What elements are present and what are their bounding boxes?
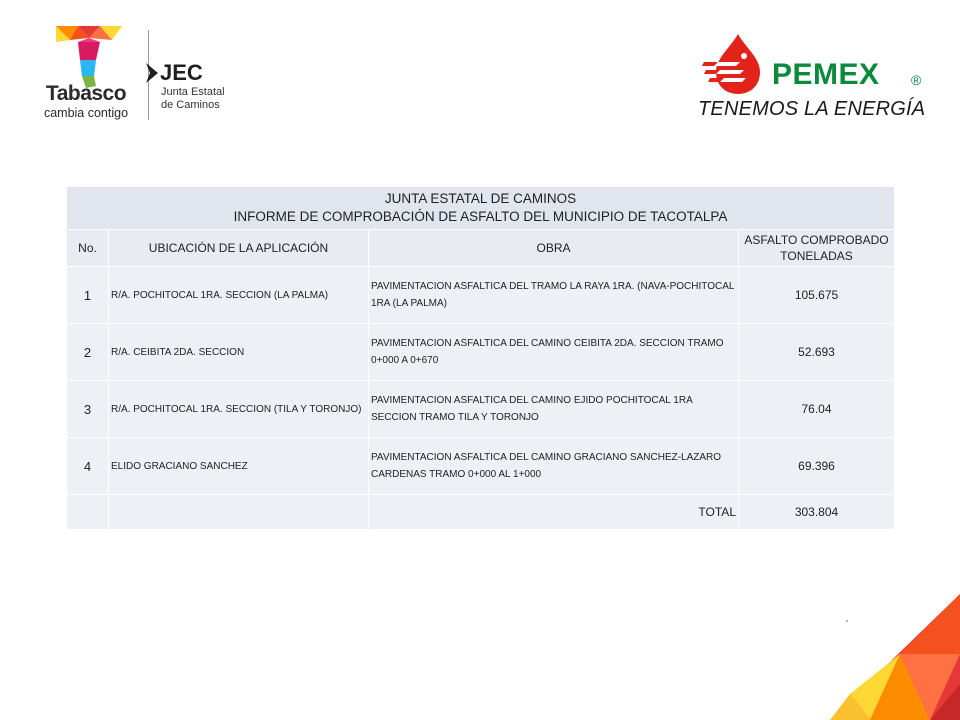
jec-title: JEC	[160, 60, 203, 85]
row-number: 4	[67, 438, 109, 495]
header-asfalto-line2: TONELADAS	[780, 249, 853, 263]
report-title-line1: JUNTA ESTATAL DE CAMINOS	[384, 191, 577, 206]
tabasco-tagline: cambia contigo	[43, 106, 129, 120]
table-row	[67, 267, 895, 324]
header-asfalto	[739, 230, 895, 267]
row-number: 3	[67, 381, 109, 438]
tabasco-wordmark: Tabasco	[45, 82, 127, 105]
asphalt-report-table	[66, 186, 895, 530]
row-ubicacion: R/A. POCHITOCAL 1RA. SECCION (LA PALMA)	[109, 267, 369, 324]
row-number: 1	[67, 267, 109, 324]
table-row	[67, 324, 895, 381]
table-row	[67, 381, 895, 438]
jec-chevron-icon	[146, 63, 158, 83]
corner-triangles-decoration	[830, 594, 960, 720]
tabasco-t-icon	[56, 26, 122, 88]
table-title	[67, 187, 895, 230]
pemex-wordmark: PEMEX	[772, 58, 880, 91]
row-obra: PAVIMENTACION ASFALTICA DEL CAMINO GRACIANO SANCHEZ-LAZARO CARDENAS TRAMO 0+000 AL 1+000	[369, 438, 739, 495]
row-toneladas: 76.04	[739, 381, 895, 438]
row-ubicacion: R/A. CEIBITA 2DA. SECCION	[109, 324, 369, 381]
pemex-slogan: TENEMOS LA ENERGÍA	[698, 98, 926, 120]
header-asfalto-line1: ASFALTO COMPROBADO	[744, 233, 889, 247]
table-total-row	[67, 495, 895, 530]
tabasco-logo	[34, 26, 144, 126]
row-obra: PAVIMENTACION ASFALTICA DEL CAMINO EJIDO POCHITOCAL 1RA SECCION TRAMO TILA Y TORONJO	[369, 381, 739, 438]
report-title-line2: INFORME DE COMPROBACIÓN DE ASFALTO DEL MUNICIPIO DE TACOTALPA	[233, 209, 728, 224]
row-toneladas: 69.396	[739, 438, 895, 495]
row-obra: PAVIMENTACION ASFALTICA DEL CAMINO CEIBITA 2DA. SECCION TRAMO 0+000 A 0+670	[369, 324, 739, 381]
pemex-registered-mark: ®	[911, 72, 922, 88]
jec-subtitle-line2: de Caminos	[161, 99, 220, 111]
header-no: No.	[67, 230, 109, 267]
header-obra: OBRA	[369, 230, 739, 267]
row-ubicacion: ELIDO GRACIANO SANCHEZ	[109, 438, 369, 495]
row-number: 2	[67, 324, 109, 381]
row-toneladas: 52.693	[739, 324, 895, 381]
row-ubicacion: R/A. POCHITOCAL 1RA. SECCION (TILA Y TORONJO)	[109, 381, 369, 438]
total-empty-cell	[109, 495, 369, 530]
jec-subtitle-line1: Junta Estatal	[161, 86, 225, 98]
row-toneladas: 105.675	[739, 267, 895, 324]
total-value: 303.804	[739, 495, 895, 530]
pemex-eagle-drop-icon	[700, 32, 770, 96]
table-header-row	[67, 230, 895, 267]
total-empty-cell	[67, 495, 109, 530]
table-row	[67, 438, 895, 495]
row-obra: PAVIMENTACION ASFALTICA DEL TRAMO LA RAYA 1RA. (NAVA-POCHITOCAL 1RA (LA PALMA)	[369, 267, 739, 324]
table-title-row	[67, 187, 895, 230]
total-label: TOTAL	[369, 495, 739, 530]
header-ubicacion: UBICACIÓN DE LA APLICACIÓN	[109, 230, 369, 267]
